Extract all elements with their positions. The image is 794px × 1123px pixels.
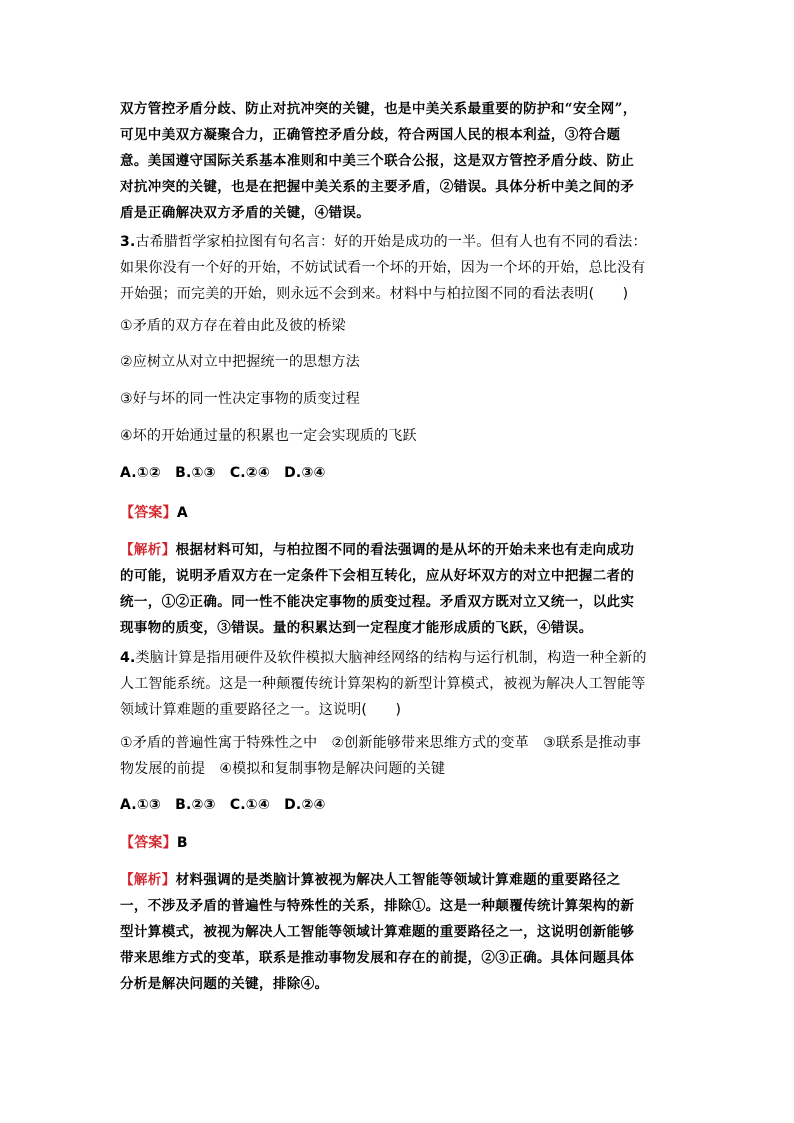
analysis-line: 带来思维方式的变革，联系是推动事物发展和存在的前提，②③正确。具体问题具体 (120, 950, 635, 966)
option-text: ④坏的开始通过量的积累也一定会实现质的飞跃 (120, 428, 417, 444)
q4-choices (120, 792, 675, 818)
q3-answer (120, 500, 675, 526)
analysis-tag: 【解析】 (120, 872, 176, 888)
question-3-stem (120, 229, 675, 307)
q3-choices (120, 460, 675, 486)
q3-option-2 (120, 349, 675, 375)
analysis-line: 材料强调的是类脑计算被视为解决人工智能等领域计算难题的重要路径之 (175, 872, 621, 888)
q3-option-4 (120, 423, 675, 449)
intro-analysis-line: 对抗冲突的关键，也是在把握中美关系的主要矛盾，②错误。具体分析中美之间的矛 (120, 179, 635, 195)
question-stem-line: 人工智能系统。这是一种颠覆传统计算架构的新型计算模式，被视为解决人工智能等 (120, 676, 646, 692)
answer-value: A (176, 505, 188, 521)
intro-analysis-line: 意。美国遵守国际关系基本准则和中美三个联合公报，这是双方管控矛盾分歧、防止 (120, 153, 635, 169)
q3-option-1 (120, 313, 675, 339)
answer-tag: 【答案】 (120, 835, 177, 851)
question-stem-line: 类脑计算是指用硬件及软件模拟大脑神经网络的结构与运行机制，构造一种全新的 (135, 650, 647, 666)
option-text: ③好与坏的同一性决定事物的质变过程 (120, 391, 360, 407)
analysis-line: 一，不涉及矛盾的普遍性与特殊性的关系，排除①。这是一种颠覆传统计算架构的新 (120, 898, 635, 914)
question-stem-line: 古希腊哲学家柏拉图有句名言：好的开始是成功的一半。但有人也有不同的看法： (135, 234, 647, 250)
question-stem-line: 如果你没有一个好的开始，不妨试试看一个坏的开始，因为一个坏的开始，总比没有 (120, 260, 646, 276)
q3-option-3 (120, 386, 675, 412)
question-stem-line: 领域计算难题的重要路径之一。这说明( ) (120, 702, 402, 718)
choices-text: A.①③ B.②③ C.①④ D.②④ (120, 797, 326, 813)
answer-tag: 【答案】 (120, 505, 177, 521)
analysis-line: 统一，①②正确。同一性不能决定事物的质变过程。矛盾双方既对立又统一，以此实 (120, 594, 635, 610)
answer-value: B (176, 835, 188, 851)
question-stem-line: 开始强；而完美的开始，则永远不会到来。材料中与柏拉图不同的看法表明( ) (120, 286, 629, 302)
q4-options (120, 730, 675, 782)
option-line: ①矛盾的普遍性寓于特殊性之中 ②创新能够带来思维方式的变革 ③联系是推动事 (120, 735, 642, 751)
question-number: 3. (120, 234, 136, 250)
intro-analysis-line: 可见中美双方凝聚合力，正确管控矛盾分歧，符合两国人民的根本利益，③符合题 (120, 127, 621, 143)
q3-analysis (120, 537, 675, 641)
q4-answer (120, 830, 675, 856)
choices-text: A.①② B.①③ C.②④ D.③④ (120, 465, 326, 481)
analysis-tag: 【解析】 (120, 542, 176, 558)
analysis-line: 的可能，说明矛盾双方在一定条件下会相互转化，应从好坏双方的对立中把握二者的 (120, 568, 635, 584)
question-4-stem (120, 645, 675, 723)
analysis-line: 根据材料可知，与柏拉图不同的看法强调的是从坏的开始未来也有走向成功 (175, 542, 635, 558)
q4-analysis (120, 867, 675, 997)
option-line: 物发展的前提 ④模拟和复制事物是解决问题的关键 (120, 761, 446, 777)
analysis-line: 型计算模式，被视为解决人工智能等领域计算难题的重要路径之一，这说明创新能够 (120, 924, 635, 940)
analysis-line: 现事物的质变，③错误。量的积累达到一定程度才能形成质的飞跃，④错误。 (120, 620, 593, 636)
intro-analysis-line: 双方管控矛盾分歧、防止对抗冲突的关键，也是中美关系最重要的防护和“安全网”， (120, 101, 637, 117)
question-number: 4. (120, 650, 136, 666)
intro-analysis (120, 96, 675, 226)
analysis-line: 分析是解决问题的关键，排除④。 (120, 976, 329, 992)
option-text: ①矛盾的双方存在着由此及彼的桥梁 (120, 318, 346, 334)
intro-analysis-line: 盾是正确解决双方矛盾的关键，④错误。 (120, 205, 371, 221)
option-text: ②应树立从对立中把握统一的思想方法 (120, 354, 360, 370)
